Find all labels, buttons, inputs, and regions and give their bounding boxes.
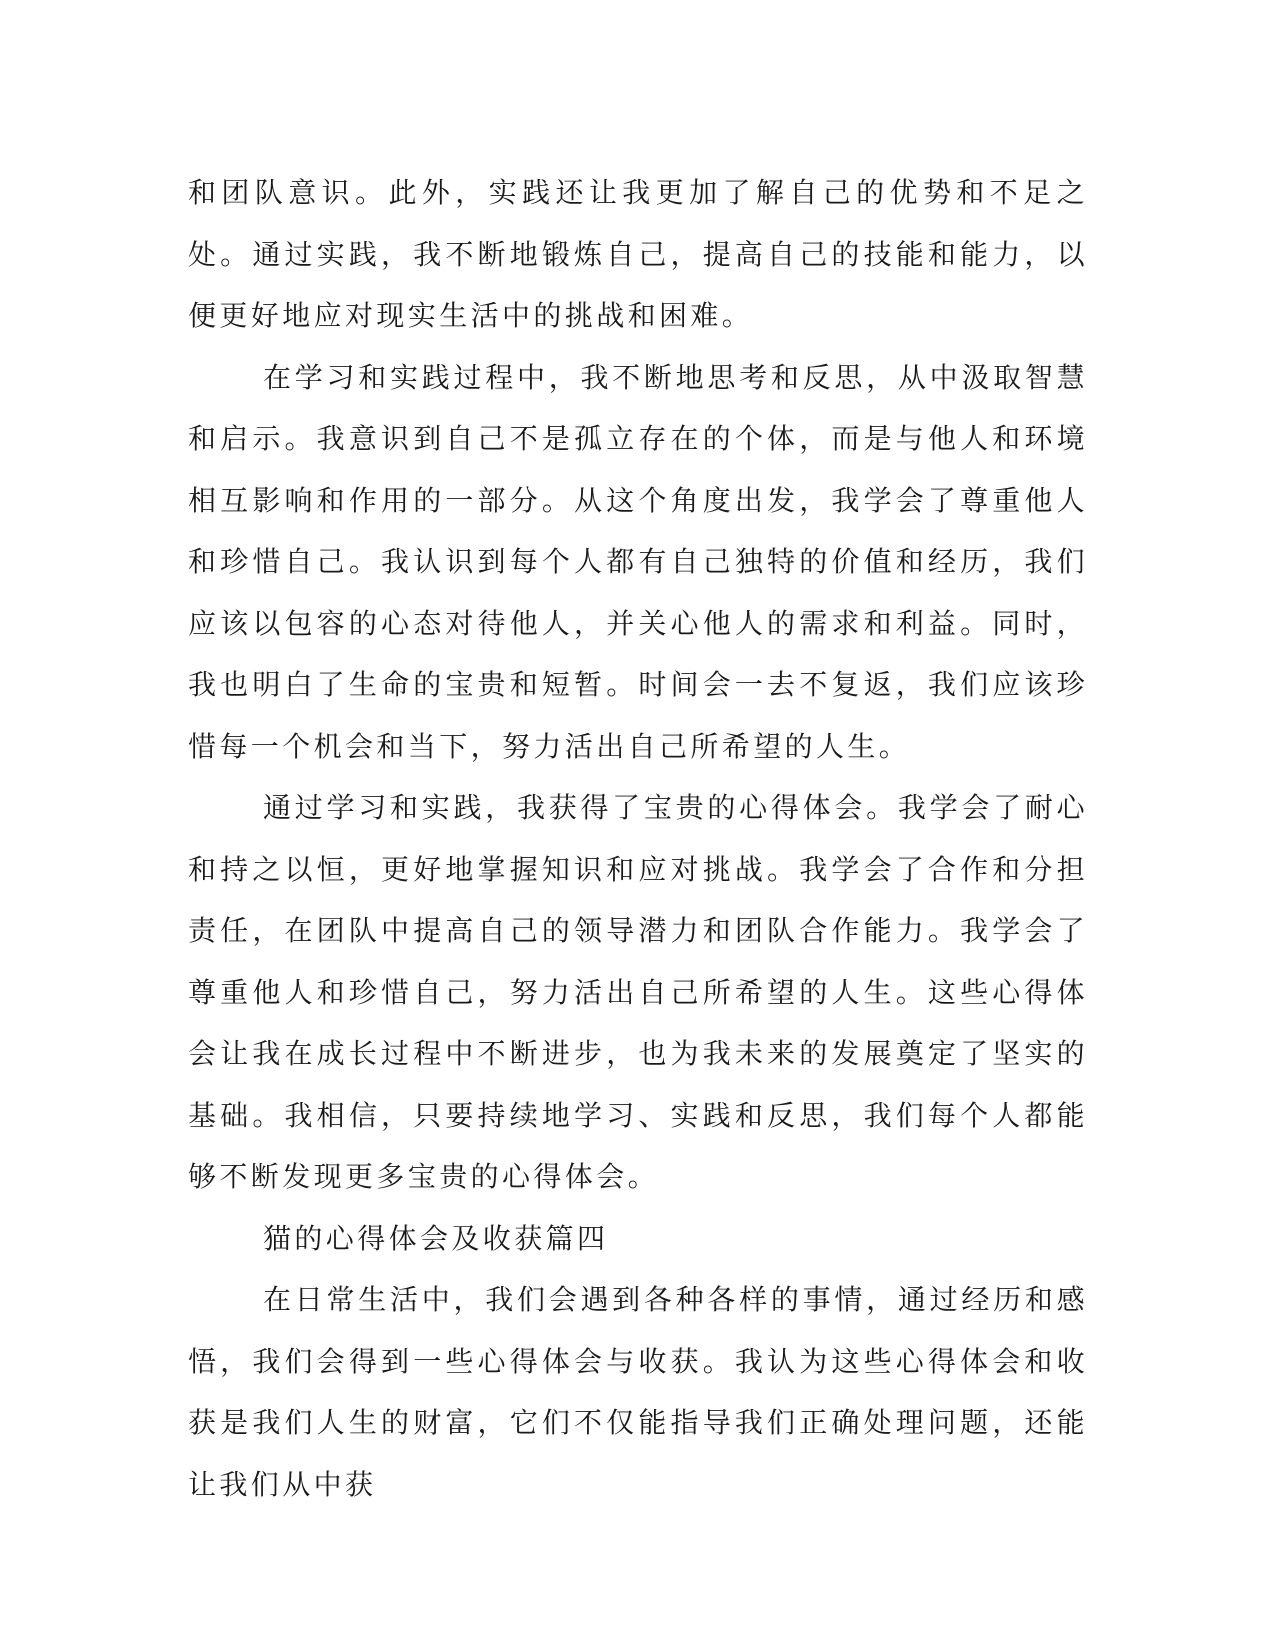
paragraph-gains: 通过学习和实践，我获得了宝贵的心得体会。我学会了耐心和持之以恒，更好地掌握知识和应对挑战。我学会了合作和分担责任，在团队中提高自己的领导潜力和团队合作能力。我学会了尊重他人和珍惜自己，努力活出自己所希望的人生。这些心得体会让我在成长过程中不断进步，也为我未来的发展奠定了坚实的基础。我相信，只要持续地学习、实践和反思，我们每个人都能够不断发现更多宝贵的心得体会。 <box>188 791 1088 1193</box>
document-body <box>188 162 1088 1515</box>
paragraph-daily-life: 在日常生活中，我们会遇到各种各样的事情，通过经历和感悟，我们会得到一些心得体会与收获。我认为这些心得体会和收获是我们人生的财富，它们不仅能指导我们正确处理问题，还能让我们从中获 <box>188 1283 1088 1501</box>
section-heading: 猫的心得体会及收获篇四 <box>263 1221 609 1255</box>
paragraph-reflection: 在学习和实践过程中，我不断地思考和反思，从中汲取智慧和启示。我意识到自己不是孤立存在的个体，而是与他人和环境相互影响和作用的一部分。从这个角度出发，我学会了尊重他人和珍惜自己。我认识到每个人都有自己独特的价值和经历，我们应该以包容的心态对待他人，并关心他人的需求和利益。同时，我也明白了生命的宝贵和短暂。时间会一去不复返，我们应该珍惜每一个机会和当下，努力活出自己所希望的人生。 <box>188 360 1088 763</box>
paragraph-continuation: 和团队意识。此外，实践还让我更加了解自己的优势和不足之处。通过实践，我不断地锻炼自己，提高自己的技能和能力，以便更好地应对现实生活中的挑战和困难。 <box>188 176 1088 332</box>
